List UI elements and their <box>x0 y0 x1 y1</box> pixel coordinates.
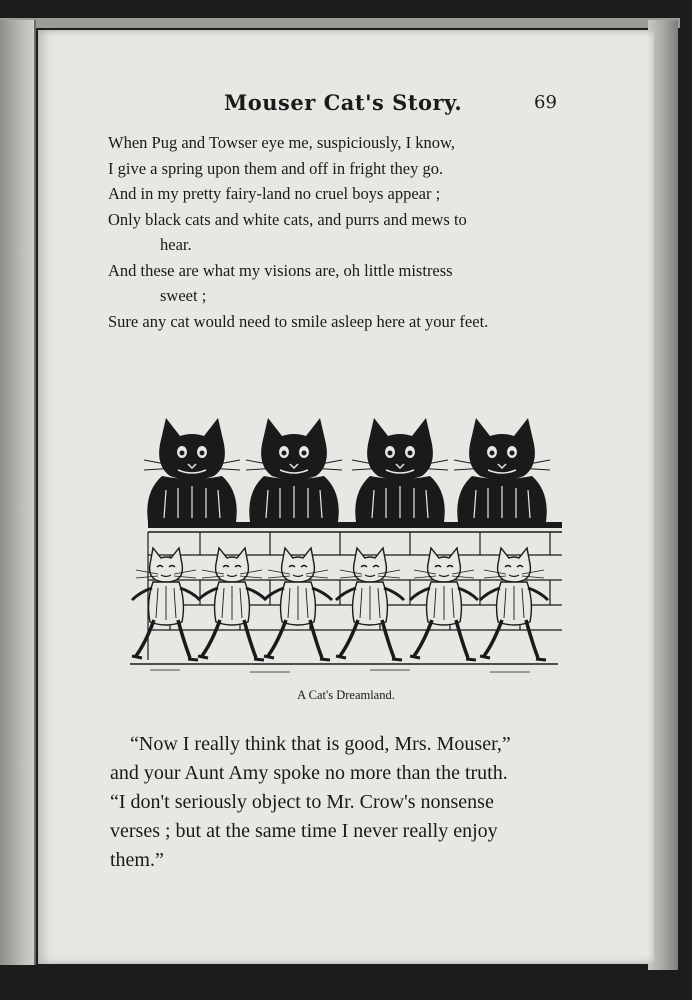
big-cat <box>352 418 448 524</box>
running-head <box>38 90 654 120</box>
poem-line: sweet ; <box>160 286 207 305</box>
poem-line: Sure any cat would need to smile asleep here at your feet. <box>108 311 489 331</box>
illustration-caption: A Cat's Dreamland. <box>297 688 395 702</box>
dancing-kitten <box>336 548 404 660</box>
poem-stanza <box>108 130 558 334</box>
prose-line: verses ; but at the same time I never really enjoy <box>110 820 498 842</box>
big-cat <box>246 418 342 524</box>
poem-line: When Pug and Towser eye me, suspiciously, I know, <box>108 133 455 152</box>
wall-ledge <box>148 522 562 528</box>
prose-paragraph <box>110 730 560 875</box>
book-page <box>38 30 654 964</box>
dancing-kitten <box>132 548 200 660</box>
prose-line: “Now I really think that is good, Mrs. Mouser,” <box>130 733 511 755</box>
cats-dreamland-illustration <box>110 390 562 678</box>
chapter-title: Mouser Cat's Story. <box>224 90 463 115</box>
poem-line: And these are what my visions are, oh little mistress <box>108 260 453 280</box>
prose-line: them.” <box>110 849 164 871</box>
dancing-kitten <box>264 548 332 660</box>
poem-line: Only black cats and white cats, and purrs and mews to <box>108 209 467 229</box>
book-cover-top <box>0 18 680 28</box>
dancing-kitten <box>480 548 548 660</box>
prose-line: and your Aunt Amy spoke no more than the truth. <box>110 762 508 784</box>
dancing-kitten <box>198 548 266 660</box>
big-cat <box>454 418 550 524</box>
poem-line: I give a spring upon them and off in fright they go. <box>108 158 444 178</box>
big-cat <box>144 418 240 524</box>
page-number: 69 <box>534 92 557 113</box>
book-cover-left <box>0 20 36 965</box>
poem-line: hear. <box>160 235 192 254</box>
dancing-kitten <box>410 548 478 660</box>
poem-line: And in my pretty fairy-land no cruel boys appear ; <box>108 184 441 203</box>
prose-line: “I don't seriously object to Mr. Crow's nonsense <box>110 791 494 813</box>
